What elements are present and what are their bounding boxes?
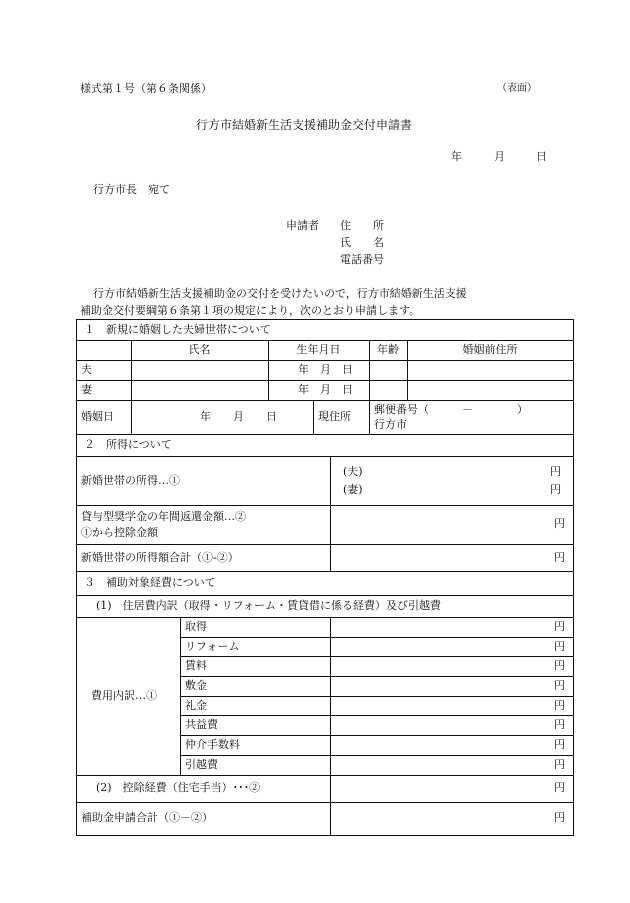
- date-month: 月: [494, 150, 505, 163]
- address-label: 住 所: [340, 219, 384, 232]
- side-label: （表面）: [497, 83, 537, 94]
- wife-income-tag: (妻): [343, 483, 363, 496]
- intro-line-2: 補助金交付要綱第６条第１項の規定により，次のとおり申請します。: [80, 304, 421, 317]
- loan-yen: 円: [554, 517, 565, 530]
- item-yen: 円: [554, 620, 565, 633]
- col-birth: 生年月日: [296, 343, 341, 356]
- col-prev-address: 婚姻前住所: [462, 343, 518, 356]
- income-total-label: 新婚世帯の所得額合計（①-②）: [81, 551, 239, 564]
- section1-heading: １ 新規に婚姻した夫婦世帯について: [84, 323, 271, 336]
- breakdown-label: 費用内訳…①: [91, 689, 157, 702]
- item-deposit: 敷金: [185, 679, 207, 692]
- date-year: 年: [451, 150, 462, 163]
- postal-code-label: 郵便番号（ － ）: [374, 403, 528, 416]
- item-brokerage: 仲介手数料: [185, 738, 240, 751]
- name-label: 氏 名: [340, 236, 384, 249]
- sub1-heading: (1) 住居費内訳（取得・リフォーム・賃貸借に係る経費）及び引越費: [96, 599, 442, 612]
- addressee: 行方市長 宛て: [93, 183, 170, 196]
- date-day: 日: [536, 150, 547, 163]
- item-yen: 円: [554, 679, 565, 692]
- loan-label-2: ①から控除金額: [81, 526, 158, 539]
- income-total-yen: 円: [554, 551, 565, 564]
- city-label: 行方市: [374, 418, 407, 431]
- item-yen: 円: [554, 659, 565, 672]
- husband-income-tag: (夫): [343, 465, 363, 478]
- item-common-fee: 共益費: [185, 718, 218, 731]
- item-moving: 引越費: [185, 758, 218, 771]
- phone-label: 電話番号: [340, 253, 384, 266]
- marriage-date-label: 婚姻日: [81, 410, 114, 423]
- item-yen: 円: [554, 699, 565, 712]
- income-label: 新婚世帯の所得…①: [81, 474, 180, 487]
- wife-income-yen: 円: [550, 483, 561, 496]
- section3-heading: ３ 補助対象経費について: [84, 576, 216, 589]
- item-reform: リフォーム: [185, 640, 240, 653]
- item-yen: 円: [554, 758, 565, 771]
- item-key-money: 礼金: [185, 699, 207, 712]
- section2-heading: ２ 所得について: [84, 438, 172, 451]
- item-yen: 円: [554, 718, 565, 731]
- husband-label: 夫: [81, 363, 92, 376]
- col-name: 氏名: [188, 343, 211, 356]
- intro-line-1: 行方市結婚新生活支援補助金の交付を受けたいので，行方市結婚新生活支援: [93, 287, 467, 300]
- husband-birth-ymd: 年 月 日: [298, 363, 353, 376]
- current-address-label: 現住所: [318, 410, 351, 423]
- wife-birth-ymd: 年 月 日: [298, 383, 353, 396]
- form-title: 行方市結婚新生活支援補助金交付申請書: [196, 118, 413, 132]
- loan-label-1: 貸与型奨学金の年間返還金額…②: [81, 510, 246, 523]
- deduction-label: (2) 控除経費（住宅手当）･･･②: [96, 781, 261, 794]
- grand-total-label: 補助金申請合計（①－②）: [81, 811, 213, 824]
- grand-total-yen: 円: [554, 811, 565, 824]
- col-age: 年齢: [377, 343, 399, 356]
- item-acquisition: 取得: [185, 620, 207, 633]
- deduction-yen: 円: [554, 781, 565, 794]
- item-rent: 賃料: [185, 659, 207, 672]
- form-number: 様式第１号（第６条関係）: [80, 82, 212, 95]
- wife-label: 妻: [81, 383, 92, 396]
- item-yen: 円: [554, 738, 565, 751]
- marriage-date-ymd: 年 月 日: [200, 410, 277, 423]
- husband-income-yen: 円: [550, 465, 561, 478]
- item-yen: 円: [554, 640, 565, 653]
- applicant-label: 申請者: [286, 219, 319, 232]
